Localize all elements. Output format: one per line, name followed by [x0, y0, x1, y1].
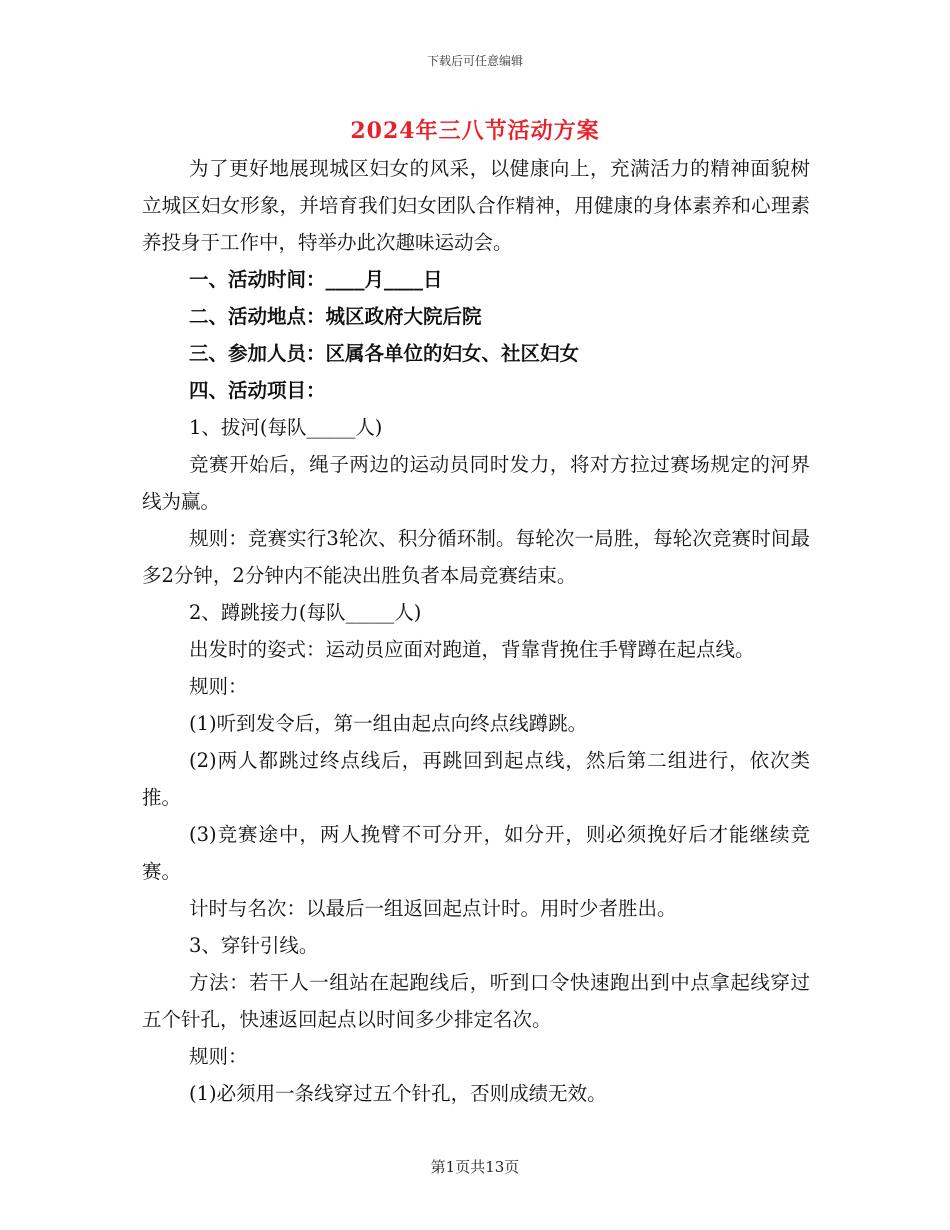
item-squat-jump-timing: 计时与名次：以最后一组返回起点计时。用时少者胜出。 [189, 897, 677, 920]
item-threading-rule-1: (1)必须用一条线穿过五个针孔，否则成绩无效。 [189, 1082, 607, 1105]
item-squat-jump-rule-2: (2)两人都跳过终点线后，再跳回到起点线，然后第二组进行，依次类推。 [142, 749, 810, 809]
item-tug-of-war-description: 竞赛开始后，绳子两边的运动员同时发力，将对方拉过赛场规定的河界线为赢。 [142, 453, 810, 513]
item-squat-jump-posture: 出发时的姿式：运动员应面对跑道，背靠背挽住手臂蹲在起点线。 [189, 638, 755, 661]
item-threading-rules-label: 规则： [189, 1045, 248, 1068]
section-participants: 三、参加人员：区属各单位的妇女、社区妇女 [189, 342, 580, 365]
document-title: 2024年三八节活动方案 [350, 118, 600, 144]
item-squat-jump-heading: 2、蹲跳接力(每队_____人) [189, 601, 422, 624]
intro-paragraph: 为了更好地展现城区妇女的风采，以健康向上，充满活力的精神面貌树立城区妇女形象，并培育我们妇女团队合作精神，用健康的身体素养和心理素养投身于工作中，特举办此次趣味运动会。 [142, 157, 810, 254]
item-squat-jump-rule-1: (1)听到发令后，第一组由起点向终点线蹲跳。 [189, 712, 588, 735]
item-tug-of-war-heading: 1、拔河(每队_____人) [189, 416, 383, 439]
section-activity-items: 四、活动项目： [189, 379, 326, 402]
item-threading-heading: 3、穿针引线。 [189, 934, 319, 957]
item-threading-method: 方法：若干人一组站在起跑线后，听到口令快速跑出到中点拿起线穿过五个针孔，快速返回起点以时间多少排定名次。 [142, 971, 810, 1031]
item-squat-jump-rules-label: 规则： [189, 675, 248, 698]
section-activity-location: 二、活动地点：城区政府大院后院 [189, 305, 482, 328]
section-activity-time: 一、活动时间：____月____日 [189, 268, 443, 291]
document-body [142, 150, 810, 1112]
item-tug-of-war-rules: 规则：竞赛实行3轮次、积分循环制。每轮次一局胜，每轮次竞赛时间最多2分钟，2分钟内不能决出胜负者本局竞赛结束。 [142, 527, 810, 587]
item-squat-jump-rule-3: (3)竞赛途中，两人挽臂不可分开，如分开，则必须挽好后才能继续竞赛。 [142, 823, 810, 883]
page-footer: 第1页共13页 [430, 1158, 520, 1176]
header-note: 下载后可任意编辑 [426, 54, 523, 68]
